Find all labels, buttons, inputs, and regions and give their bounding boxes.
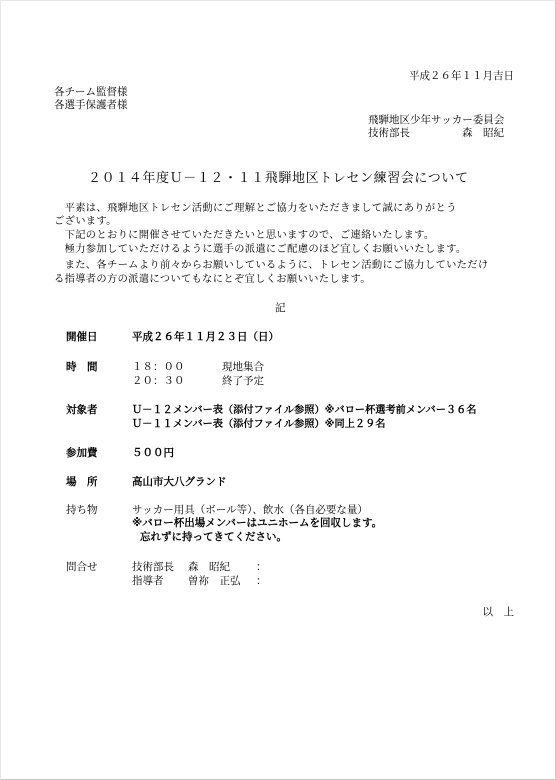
sender-name: 森 昭紀 [462,127,504,139]
closing-mark: 以 上 [482,606,514,618]
sender-organization: 飛騨地区少年サッカー委員会 [368,114,505,126]
items-line-1: サッカー用具（ボール等）、飲水（各自必要な量） [132,504,368,516]
date-label: 開催日 [66,331,98,343]
body-line-2: ございます。 [54,215,117,227]
time-end: ２０：３０ [132,375,185,387]
contact-2-colon: ： [256,575,267,587]
time-end-note: 終了予定 [222,375,264,387]
recipient-guardians: 各選手保護者様 [54,99,128,111]
items-line-2: ※バロー杯出場メンバーはユニホームを回収します。 [132,517,383,529]
target-u12: Ｕ－１２メンバー表（添付ファイル参照）※バロー杯選考前メンバー３６名 [132,405,477,416]
ki-heading: 記 [275,302,286,314]
body-line-4: 極力参加していただけるように選手の派遣にご配慮のほど宜しくお願いいたします。 [54,243,467,255]
time-label: 時 間 [66,361,98,373]
body-line-1: 平素は、飛騨地区トレセン活動にご理解とご協力をいただきまして誠にありがとう [54,202,457,214]
body-line-6: る指導者の方の派遣についてもなにとぞ宜しくお願いいたします。 [54,273,371,285]
target-u11: Ｕ－１１メンバー表（添付ファイル参照）※同上２９名 [132,419,386,430]
contact-2-role: 指導者 [132,575,164,587]
time-start: １８：００ [132,361,185,373]
recipient-coaches: 各チーム監督様 [54,86,128,98]
date-value: 平成２６年１１月２３日（日） [132,331,279,343]
contact-1-role: 技術部長 [132,561,174,573]
contact-1-name: 森 昭紀 [188,561,230,573]
place-label: 場 所 [66,476,98,488]
document-title: ２０１４年度Ｕ－１２・１１飛騨地区トレセン練習会について [88,171,469,186]
fee-value: ５００円 [132,447,174,459]
items-line-3: 忘れずに持ってきてください。 [140,531,287,543]
place-value: 高山市大八グランド [132,476,227,488]
time-start-note: 現地集合 [222,361,264,373]
contact-2-name: 曽祢 正弘 [188,575,241,587]
fee-label: 参加費 [66,447,98,459]
contact-label: 問合せ [66,561,98,573]
items-label: 持ち物 [66,504,98,516]
body-line-3: 下記のとおりに開催させていただきたいと思いますので、ご連絡いたします。 [54,229,435,241]
document-date: 平成２６年１１月吉日 [409,70,514,82]
target-label: 対象者 [66,404,98,416]
contact-1-colon: ： [256,561,267,573]
sender-role: 技術部長 [368,127,410,139]
body-line-5: また、各チームより前々からお願いしているように、トレセン活動にご協力していただけ [54,259,489,271]
